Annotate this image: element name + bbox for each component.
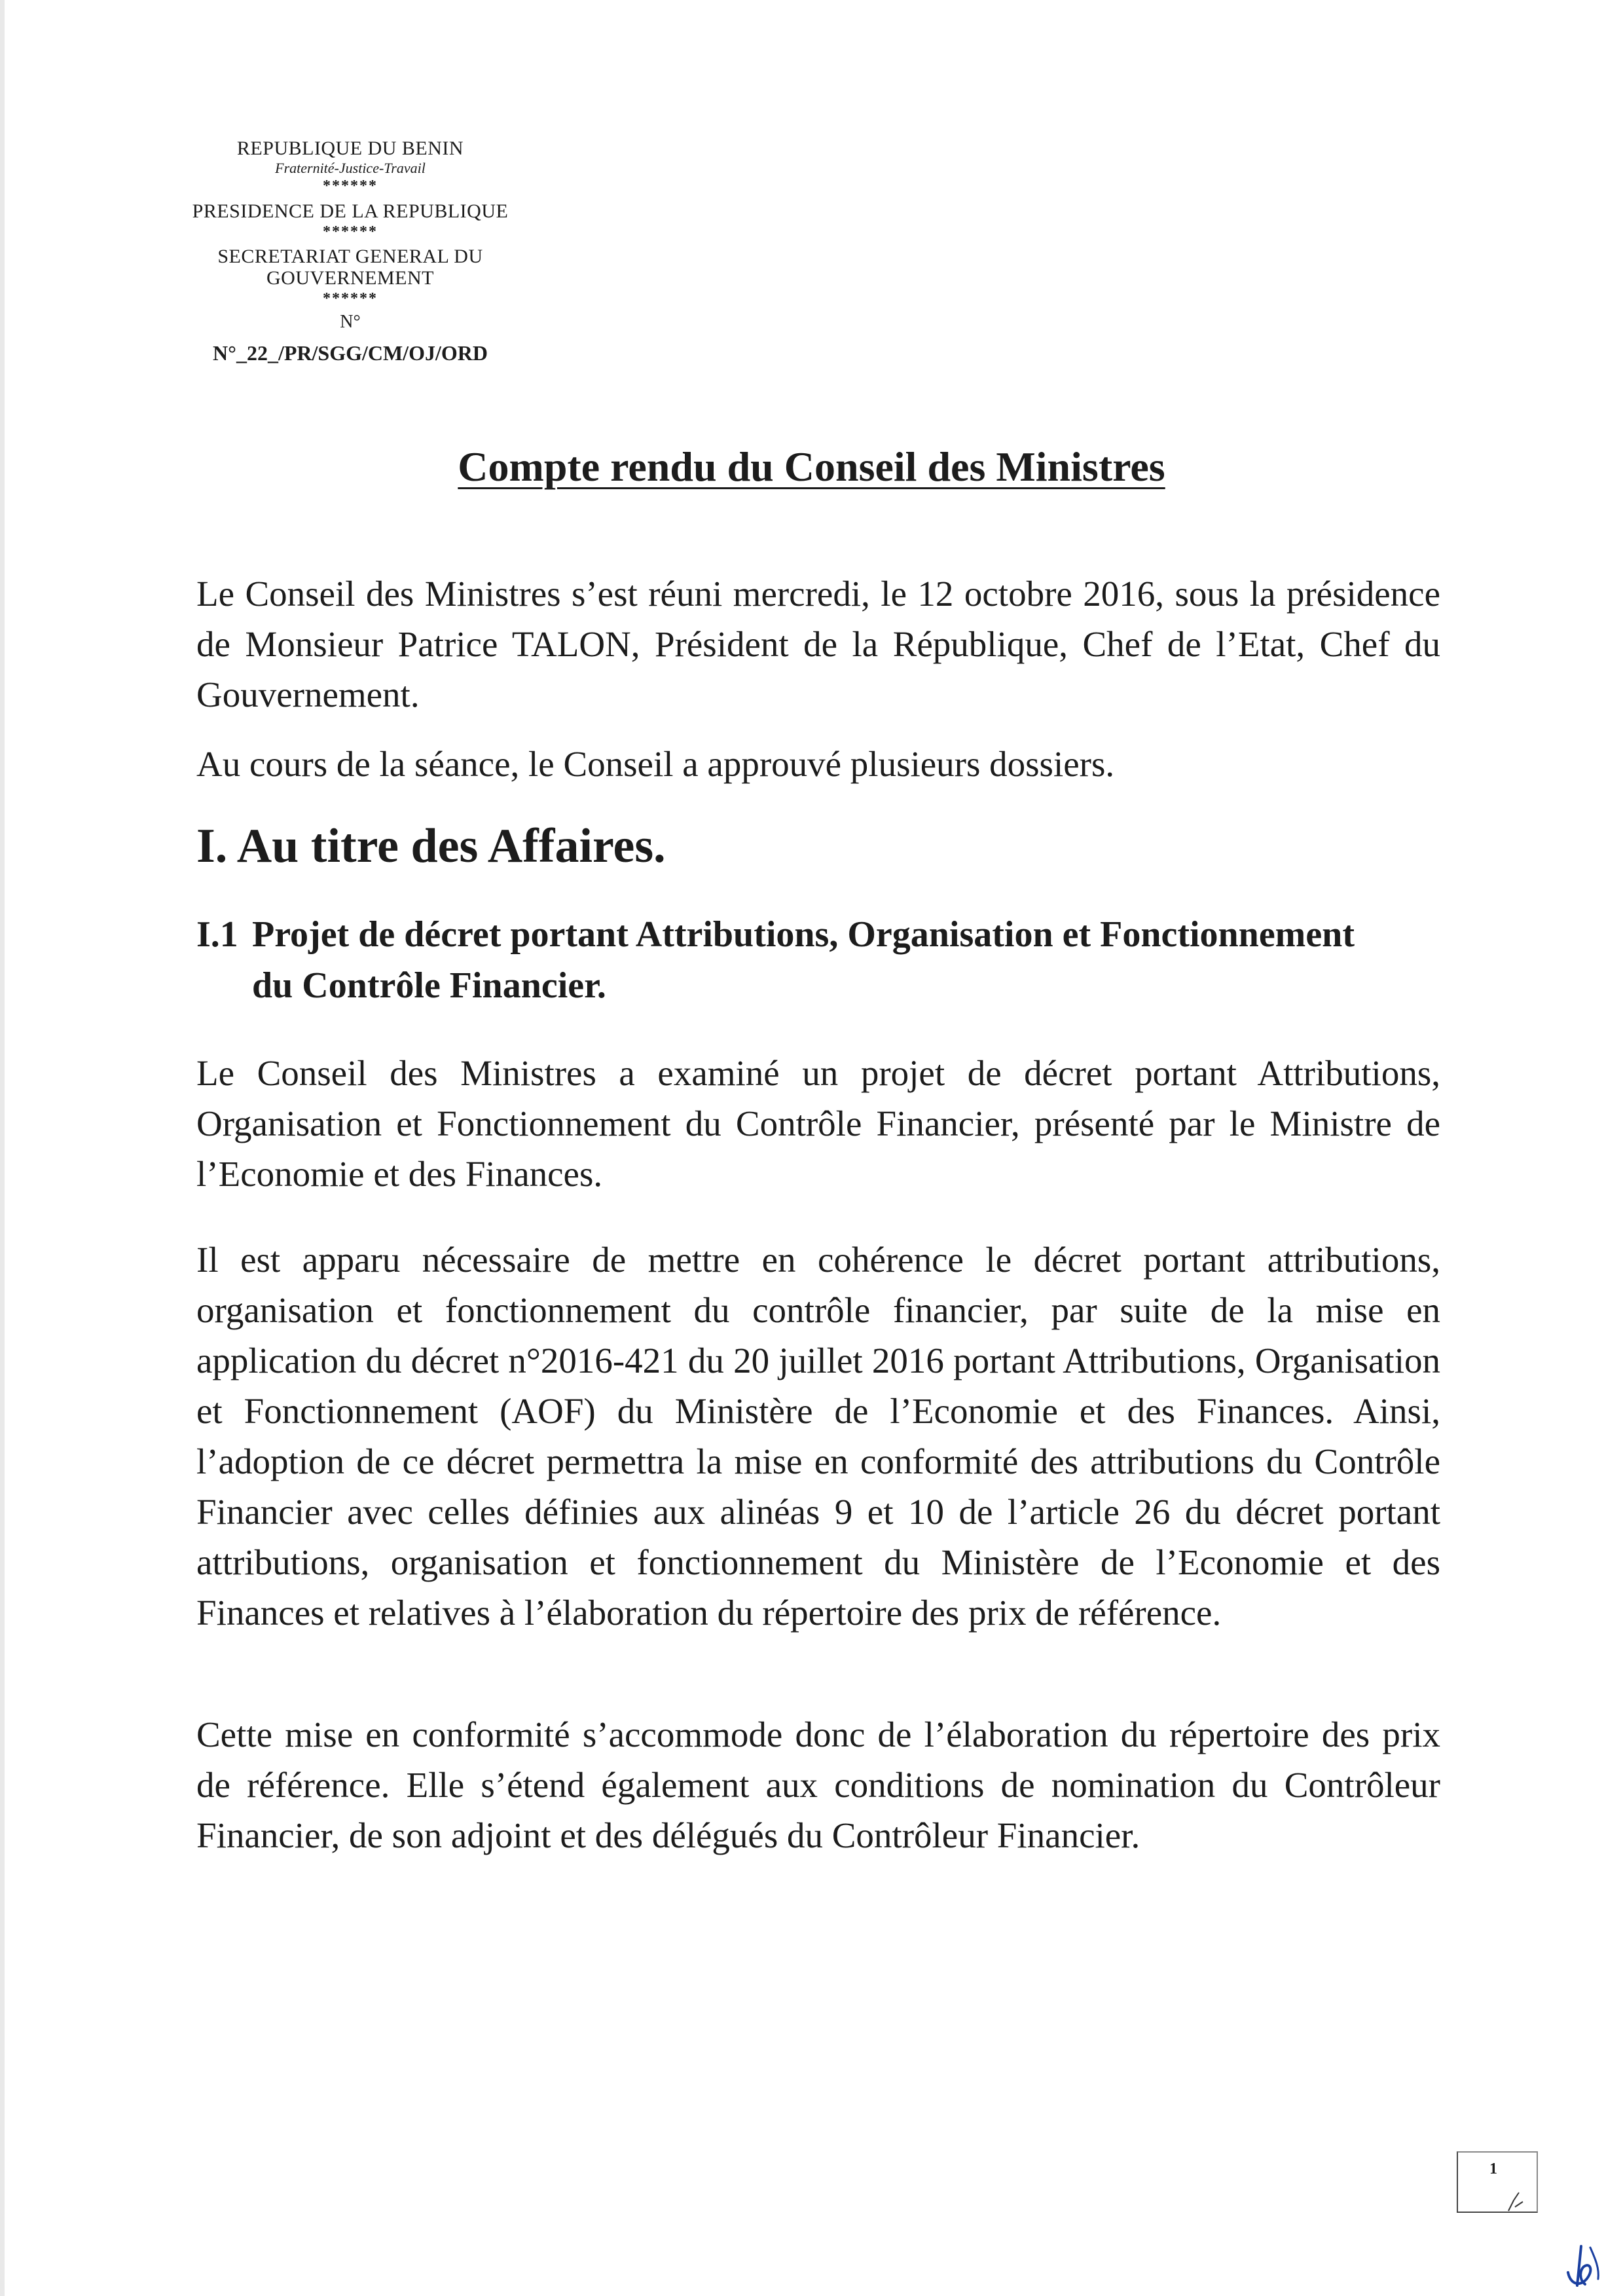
letterhead-stars: ****** (323, 223, 378, 240)
letterhead-presidency: PRESIDENCE DE LA REPUBLIQUE (192, 200, 509, 222)
page-number-box (1457, 2151, 1538, 2213)
handwritten-initials-icon (1561, 2240, 1614, 2292)
letterhead-stars: ****** (323, 289, 378, 307)
page-number: 1 (1489, 2160, 1497, 2177)
letterhead-stars: ****** (323, 177, 378, 195)
letterhead-sgg-line2: GOUVERNEMENT (266, 267, 434, 289)
body-paragraph-1: Le Conseil des Ministres a examiné un projet de décret portant Attributions, Organisation et Fonctionnement du Contrôle Financier, présenté par le Ministre de l’Economie et des Finances. (196, 1053, 1440, 1194)
letterhead-country: REPUBLIQUE DU BENIN (236, 138, 464, 159)
document-reference: N°_22_/PR/SGG/CM/OJ/ORD (213, 341, 488, 365)
letterhead-motto: Fraternité-Justice-Travail (275, 160, 426, 176)
subsection-heading (196, 909, 1453, 1011)
document-title (0, 443, 1623, 491)
letterhead-sgg-line1: SECRETARIAT GENERAL DU (217, 245, 483, 267)
subsection-heading-line1: Projet de décret portant Attributions, Organisation et Fonctionnement (252, 914, 1355, 955)
subsection-heading-line2: du Contrôle Financier. (252, 965, 606, 1006)
body-paragraph-3: Cette mise en conformité s’accommode donc de l’élaboration du répertoire des prix de référence. Elle s’étend également aux conditions de nomination du Contrôleur Financier, de son adjoint et des délégués du Contrôleur Financier. (196, 1714, 1440, 1855)
section-heading: I. Au titre des Affaires. (196, 819, 666, 873)
letterhead (167, 138, 534, 365)
letterhead-number-label: N° (340, 312, 361, 333)
subsection-number: I.1 (196, 914, 238, 955)
document-title-text: Compte rendu du Conseil des Ministres (458, 443, 1165, 490)
pen-mark-icon (1506, 2187, 1525, 2213)
intro-paragraph-2: Au cours de la séance, le Conseil a approuvé plusieurs dossiers. (196, 744, 1115, 784)
scan-page-edge (0, 0, 5, 2296)
body-paragraph-2: Il est apparu nécessaire de mettre en cohérence le décret portant attributions, organisation et fonctionnement du contrôle financier, par suite de la mise en application du décret n°2016-421 du 20 juillet 2016 portant Attributions, Organisation et Fonctionnement (AOF) du Ministère de l’Economie et des Finances. Ainsi, l’adoption de ce décret permettra la mise en conformité des attributions du Contrôle Financier avec celles définies aux alinéas 9 et 10 de l’article 26 du décret portant attributions, organisation et fonctionnement du Ministère de l’Economie et des Finances et relatives à l’élaboration du répertoire des prix de référence. (196, 1240, 1440, 1633)
intro-paragraph-1: Le Conseil des Ministres s’est réuni mercredi, le 12 octobre 2016, sous la présidence de Monsieur Patrice TALON, Président de la République, Chef de l’Etat, Chef du Gouvernement. (196, 574, 1440, 714)
